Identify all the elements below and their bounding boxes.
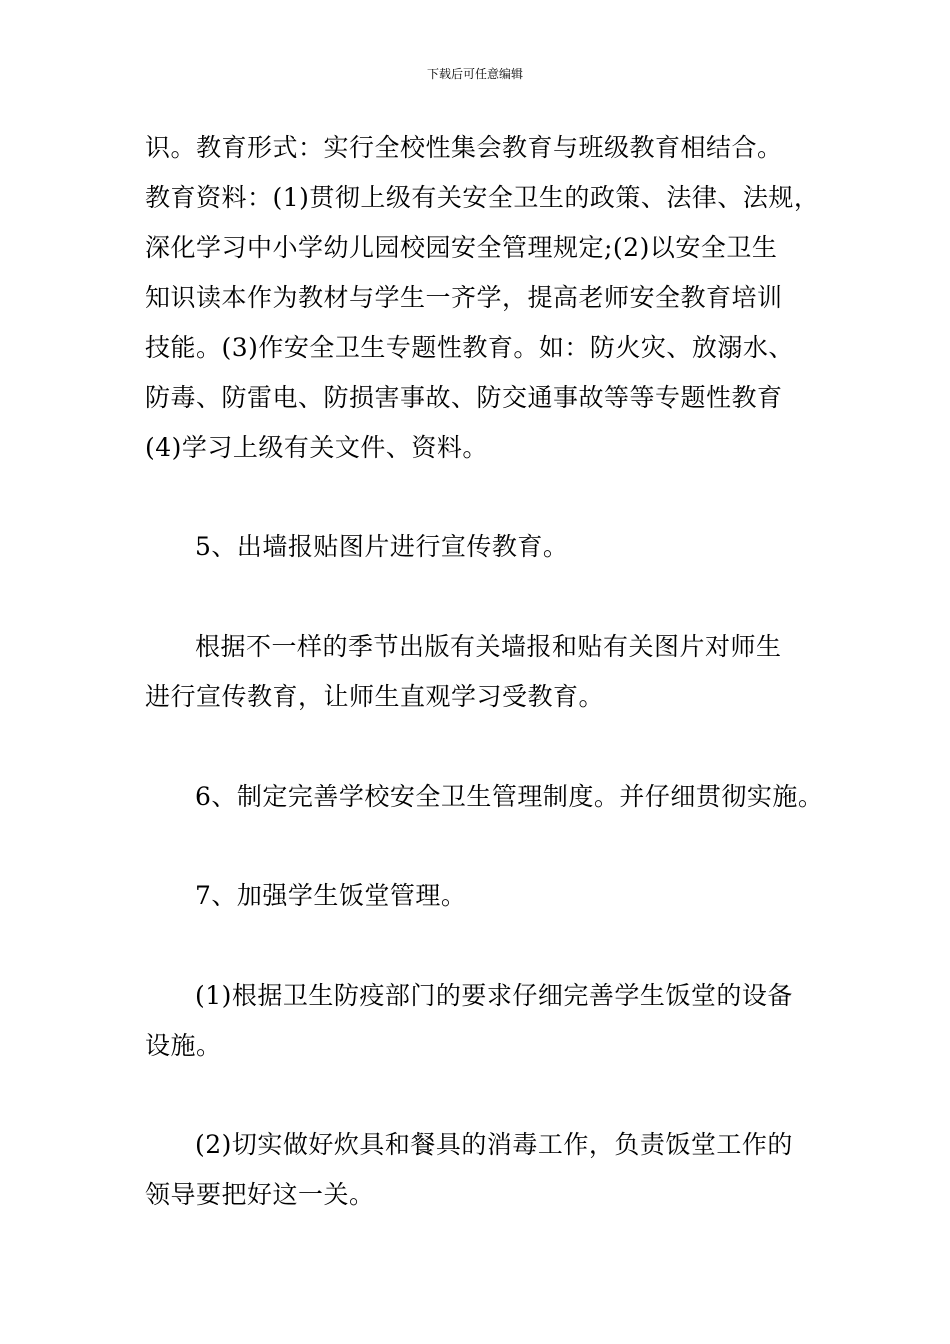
paragraph-line: 识。教育形式：实行全校性集会教育与班级教育相结合。 — [145, 133, 783, 162]
paragraph-line: 教育资料：(1)贯彻上级有关安全卫生的政策、法律、法规， — [145, 183, 820, 212]
paragraph-line: 领导要把好这一关。 — [145, 1180, 375, 1209]
paragraph-line: 技能。(3)作安全卫生专题性教育。如：防火灾、放溺水、 — [145, 333, 794, 362]
page-header: 下载后可任意编辑 — [426, 67, 523, 81]
paragraph-line: (4)学习上级有关文件、资料。 — [145, 433, 488, 462]
paragraph-line: 根据不一样的季节出版有关墙报和贴有关图片对师生 — [195, 632, 782, 661]
paragraph-line: 知识读本作为教材与学生一齐学，提高老师安全教育培训 — [145, 283, 783, 312]
paragraph-line: 深化学习中小学幼儿园校园安全管理规定;(2)以安全卫生 — [145, 233, 778, 262]
paragraph-line: 防毒、防雷电、防损害事故、防交通事故等等专题性教育 — [145, 383, 783, 412]
section-heading: 6、制定完善学校安全卫生管理制度。并仔细贯彻实施。 — [195, 782, 824, 811]
section-heading: 5、出墙报贴图片进行宣传教育。 — [195, 532, 569, 561]
paragraph-line: (2)切实做好炊具和餐具的消毒工作，负责饭堂工作的 — [195, 1130, 793, 1159]
section-heading: 7、加强学生饭堂管理。 — [195, 881, 467, 910]
paragraph-line: 设施。 — [145, 1031, 222, 1060]
paragraph-line: 进行宣传教育，让师生直观学习受教育。 — [145, 682, 605, 711]
paragraph-line: (1)根据卫生防疫部门的要求仔细完善学生饭堂的设备 — [195, 981, 793, 1010]
